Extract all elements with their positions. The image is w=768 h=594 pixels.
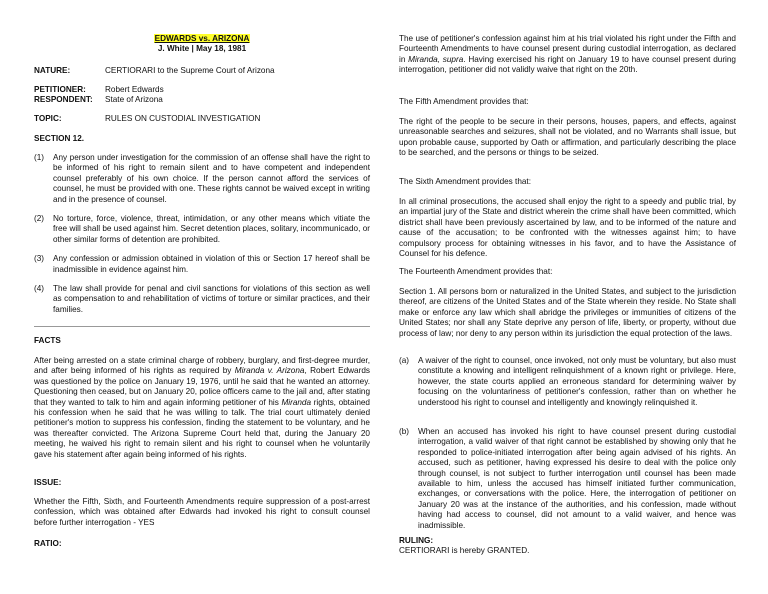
topic-row <box>34 114 370 124</box>
section-item: (1) Any person under investigation for the commission of an offense shall have the right to be informed of his right to remain silent and to have competent and independent counsel preferably of his own choice. If the person cannot afford the services of counsel, he must be provided with one. These rights cannot be waived except in writing and in the presence of counsel. <box>34 153 370 204</box>
case-header <box>34 34 370 55</box>
nature-value: CERTIORARI to the Supreme Court of Arizona <box>105 66 275 75</box>
topic-value: RULES ON CUSTODIAL INVESTIGATION <box>105 114 261 123</box>
facts-text: After being arrested on a state criminal charge of robbery, burglary, and first-degree murder, and after being informed of his rights as required by Miranda v. Arizona, Robert Edwards was questioned by the police on January 19, 1976, until he said that he wanted an attorney. Questioning then ceased, but on January 20, police officers came to the jail and, after stating that they wanted to talk to him and again informing petitioner of his Miranda rights, obtained his confession when he said that he was willing to talk. The trial court ultimately denied petitioner's motion to suppress his confession, finding the statement to be voluntary, and he was thereafter convicted. The Arizona Supreme Court held that, during the January 20 meeting, he waived his right to remain silent and his right to counsel when he voluntarily gave his statement after again being informed of his rights. <box>34 356 370 459</box>
section-heading: SECTION 12. <box>34 134 85 143</box>
issue-text: Whether the Fifth, Sixth, and Fourteenth Amendments require suppression of a post-arrest confession, which was obtained after Edwards had invoked his right to consult counsel before further interrogation - YES <box>34 497 370 527</box>
ruling-heading: RULING: <box>399 536 434 545</box>
parties <box>34 85 370 106</box>
nature-label: NATURE: <box>34 66 71 75</box>
sixth-amendment-text: In all criminal prosecutions, the accused shall enjoy the right to a speedy and public trial, by an impartial jury of the State and district wherein the crime shall have been committed, which district shall have been previously ascertained by law, and to be informed of the nature and cause of the accusation; to be confronted with the witnesses against him; to have compulsory process for obtaining witnesses in his favor, and to have the Assistance of Counsel for his defence. <box>399 197 736 259</box>
fourteenth-amendment-text: Section 1. All persons born or naturalized in the United States, and subject to the jurisdiction thereof, are citizens of the United States and of the State wherein they reside. No State shall make or enforce any law which shall abridge the privileges or immunities of citizens of the United States; nor shall any State deprive any person of life, liberty, or property, without due process of law; nor deny to any person within its jurisdiction the equal protection of the laws. <box>399 287 736 338</box>
nature-row <box>34 66 370 76</box>
section-items <box>34 153 370 315</box>
petitioner-value: Robert Edwards <box>105 85 164 94</box>
facts-heading: FACTS <box>34 336 61 345</box>
section-item: (2) No torture, force, violence, threat, intimidation, or any other means which vitiate the free will shall be used against him. Secret detention places, solitary, incommunicado, or other similar forms of detention are prohibited. <box>34 214 370 244</box>
topic-label: TOPIC: <box>34 114 62 123</box>
ratio-point: (a) A waiver of the right to counsel, once invoked, not only must be voluntary, but also must constitute a knowing and intelligent relinquishment of a known right or privilege. Here, however, the state courts applied an erroneous standard for determining waiver by focusing on the voluntariness of petitioner's confession, rather than on whether he understood his right to counsel and intelligently and knowingly relinquished it. <box>399 356 736 407</box>
petitioner-label: PETITIONER: <box>34 85 86 94</box>
ratio-point: (b) When an accused has invoked his right to have counsel present during custodial interrogation, a valid waiver of that right cannot be established by showing only that he responded to police-initiated interrogation after being again advised of his rights. An accused, such as petitioner, having expressed his desire to deal with the police only through counsel, is not subject to further interrogation until counsel has been made available to him, unless the accused has himself initiated further communication, exchanges, or conversations with the police. Here, the interrogation of petitioner on January 20 was at the instance of the authorities, and his confession, made without having had access to counsel, did not amount to a valid waiver, and hence was inadmissible. <box>399 427 736 530</box>
ratio-intro: The use of petitioner's confession against him at his trial violated his right under the Fifth and Fourteenth Amendments to have counsel present during custodial interrogation, as declared in Miranda, supra. Having exercised his right on January 19 to have counsel present during interrogation, petitioner did not validly waive that right on the 20th. <box>399 34 736 75</box>
case-byline: J. White | May 18, 1981 <box>157 44 247 54</box>
section-item: (3) Any confession or admission obtained in violation of this or Section 17 hereof shall be inadmissible in evidence against him. <box>34 254 370 274</box>
ruling-text: CERTIORARI is hereby GRANTED. <box>399 546 530 555</box>
case-title: EDWARDS vs. ARIZONA <box>154 34 250 43</box>
fourteenth-amendment-intro: The Fourteenth Amendment provides that: <box>399 267 553 276</box>
fifth-amendment-intro: The Fifth Amendment provides that: <box>399 97 529 106</box>
respondent-label: RESPONDENT: <box>34 95 93 105</box>
ratio-heading: RATIO: <box>34 539 62 548</box>
divider <box>34 326 370 327</box>
respondent-value: State of Arizona <box>105 95 163 105</box>
issue-heading: ISSUE: <box>34 478 62 487</box>
sixth-amendment-intro: The Sixth Amendment provides that: <box>399 177 531 186</box>
fifth-amendment-text: The right of the people to be secure in their persons, houses, papers, and effects, against unreasonable searches and seizures, shall not be violated, and no Warrants shall issue, but upon probable cause, supported by Oath or affirmation, and particularly describing the place to be searched, and the persons or things to be seized. <box>399 117 736 158</box>
section-item: (4) The law shall provide for penal and civil sanctions for violations of this section as well as compensation to and rehabilitation of victims of torture or similar practices, and their families. <box>34 284 370 314</box>
